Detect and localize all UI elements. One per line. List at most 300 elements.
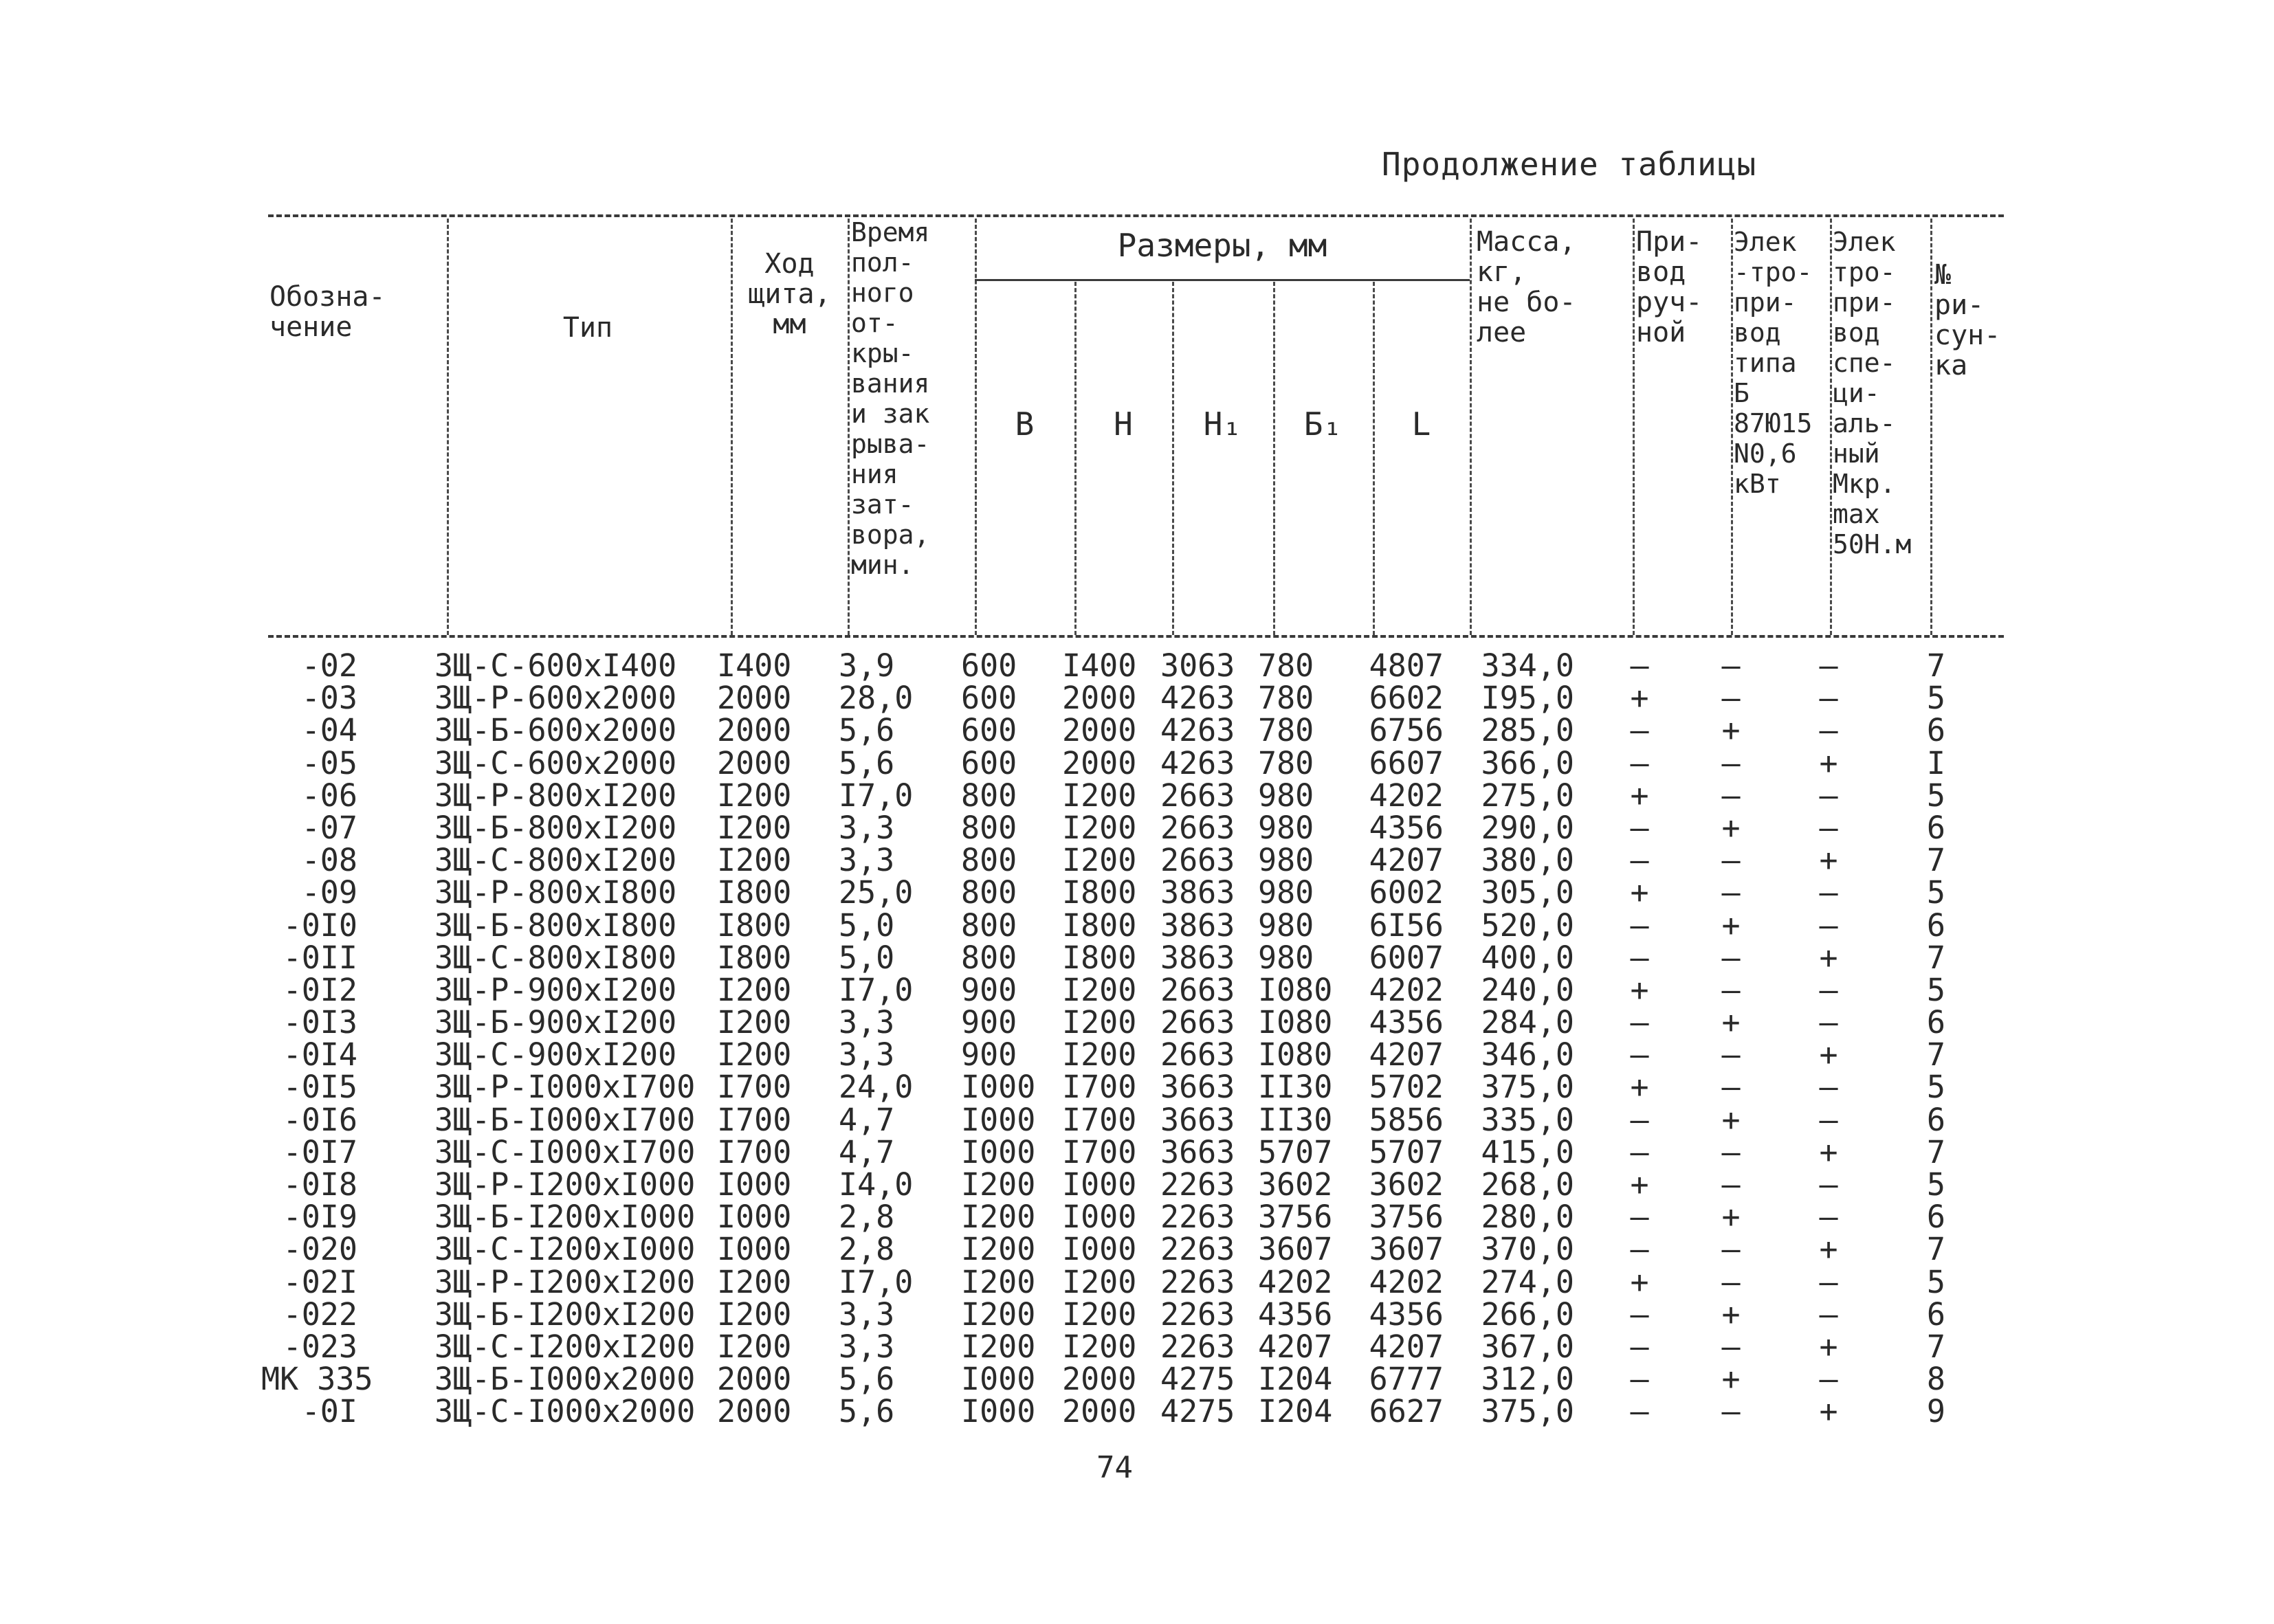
- cell-designation: -03: [301, 680, 357, 717]
- cell-dim-h: 2000: [1062, 744, 1137, 781]
- table-row: [0, 939, 2274, 976]
- cell-time: 5,6: [839, 712, 895, 749]
- cell-time: 2,8: [839, 1199, 895, 1236]
- cell-mass: 335,0: [1481, 1101, 1574, 1138]
- table-row: [0, 1168, 2274, 1201]
- cell-stroke: I200: [717, 1295, 792, 1333]
- cell-electric-drive-b: –: [1721, 1036, 1741, 1074]
- cell-dim-b: 800: [961, 874, 1017, 911]
- cell-dim-l: 4356: [1369, 1295, 1444, 1333]
- cell-dim-b1: I204: [1258, 1361, 1333, 1398]
- cell-electric-drive-special: –: [1819, 1101, 1838, 1138]
- cell-type: ЗЩ-Р-I200хI000: [434, 1166, 696, 1203]
- cell-dim-h1: 2263: [1160, 1231, 1235, 1268]
- cell-type: ЗЩ-С-600хI400: [434, 647, 677, 684]
- cell-stroke: I200: [717, 1263, 792, 1300]
- cell-manual-drive: –: [1630, 1328, 1649, 1365]
- cell-manual-drive: –: [1630, 1036, 1649, 1074]
- cell-dim-l: 6756: [1369, 712, 1444, 749]
- cell-dim-b: I000: [961, 1393, 1036, 1430]
- column-separator: [1930, 219, 1932, 635]
- cell-dim-l: 4202: [1369, 1263, 1444, 1300]
- cell-type: ЗЩ-Б-I000хI700: [434, 1101, 696, 1138]
- cell-dim-b1: I080: [1258, 1004, 1333, 1041]
- table-row: [0, 842, 2274, 879]
- cell-figure-number: 7: [1926, 647, 1945, 684]
- cell-electric-drive-b: –: [1721, 939, 1741, 976]
- cell-dim-l: 4207: [1369, 842, 1444, 879]
- cell-electric-drive-special: –: [1819, 1166, 1838, 1203]
- cell-manual-drive: +: [1630, 874, 1649, 911]
- cell-dim-b1: I080: [1258, 971, 1333, 1008]
- cell-designation: -07: [301, 809, 357, 846]
- cell-dim-b: 600: [961, 680, 1017, 717]
- cell-dim-h: 2000: [1062, 712, 1137, 749]
- cell-dim-b1: I080: [1258, 1036, 1333, 1074]
- cell-stroke: 2000: [717, 712, 792, 749]
- cell-dim-l: 4356: [1369, 809, 1444, 846]
- cell-figure-number: 5: [1926, 971, 1945, 1008]
- cell-dim-b1: 4202: [1258, 1263, 1333, 1300]
- cell-electric-drive-b: –: [1721, 744, 1741, 781]
- cell-dim-b: 800: [961, 906, 1017, 944]
- cell-stroke: I000: [717, 1231, 792, 1268]
- cell-mass: 520,0: [1481, 906, 1574, 944]
- dimension-column-separator: [1373, 282, 1375, 635]
- cell-stroke: I200: [717, 809, 792, 846]
- cell-electric-drive-special: +: [1819, 1231, 1838, 1268]
- cell-dim-h: I700: [1062, 1069, 1137, 1106]
- cell-dim-b1: 3602: [1258, 1166, 1333, 1203]
- cell-type: ЗЩ-Р-800хI200: [434, 777, 677, 814]
- cell-manual-drive: –: [1630, 1199, 1649, 1236]
- cell-dim-b1: I204: [1258, 1393, 1333, 1430]
- cell-mass: 375,0: [1481, 1069, 1574, 1106]
- header-time: Время пол- ного от- кры- вания и зак рыва- ния зат- вора, мин.: [851, 217, 930, 580]
- cell-electric-drive-special: –: [1819, 647, 1838, 684]
- header-dim-h: Н: [1114, 405, 1133, 443]
- cell-dim-h1: 2263: [1160, 1263, 1235, 1300]
- cell-dim-h: I800: [1062, 906, 1137, 944]
- cell-mass: 312,0: [1481, 1361, 1574, 1398]
- cell-manual-drive: –: [1630, 712, 1649, 749]
- cell-manual-drive: –: [1630, 1393, 1649, 1430]
- cell-time: I7,0: [839, 777, 914, 814]
- cell-electric-drive-b: –: [1721, 1393, 1741, 1430]
- cell-stroke: I800: [717, 939, 792, 976]
- cell-dim-h1: 4263: [1160, 712, 1235, 749]
- cell-time: 24,0: [839, 1069, 914, 1106]
- header-dim-b: В: [1015, 405, 1035, 443]
- cell-dim-l: 6627: [1369, 1393, 1444, 1430]
- cell-stroke: I200: [717, 842, 792, 879]
- cell-dim-l: 6777: [1369, 1361, 1444, 1398]
- cell-time: 5,0: [839, 906, 895, 944]
- cell-dim-l: 6I56: [1369, 906, 1444, 944]
- cell-dim-h1: 4275: [1160, 1393, 1235, 1430]
- cell-dim-h: I700: [1062, 1101, 1137, 1138]
- cell-mass: 274,0: [1481, 1263, 1574, 1300]
- cell-designation: -0I: [301, 1393, 357, 1430]
- cell-dim-b1: 980: [1258, 809, 1314, 846]
- cell-manual-drive: –: [1630, 1231, 1649, 1268]
- cell-dim-b1: 980: [1258, 874, 1314, 911]
- cell-figure-number: 5: [1926, 1263, 1945, 1300]
- cell-time: 3,3: [839, 1295, 895, 1333]
- cell-dim-h: I200: [1062, 809, 1137, 846]
- table-row: [0, 906, 2274, 944]
- cell-electric-drive-special: –: [1819, 1004, 1838, 1041]
- cell-dim-b1: 780: [1258, 744, 1314, 781]
- cell-manual-drive: +: [1630, 1263, 1649, 1300]
- cell-designation: -020: [283, 1231, 357, 1268]
- cell-manual-drive: +: [1630, 680, 1649, 717]
- cell-dim-b1: 780: [1258, 647, 1314, 684]
- cell-mass: I95,0: [1481, 680, 1574, 717]
- cell-time: 28,0: [839, 680, 914, 717]
- cell-type: ЗЩ-Р-600х2000: [434, 680, 677, 717]
- table-row: [0, 1361, 2274, 1398]
- cell-electric-drive-b: –: [1721, 777, 1741, 814]
- cell-mass: 240,0: [1481, 971, 1574, 1008]
- cell-dim-b1: 3607: [1258, 1231, 1333, 1268]
- cell-type: ЗЩ-Р-I000хI700: [434, 1069, 696, 1106]
- cell-dim-l: 6602: [1369, 680, 1444, 717]
- cell-mass: 305,0: [1481, 874, 1574, 911]
- cell-stroke: 2000: [717, 744, 792, 781]
- cell-manual-drive: +: [1630, 971, 1649, 1008]
- cell-time: 5,6: [839, 1393, 895, 1430]
- cell-figure-number: 7: [1926, 939, 1945, 976]
- table-top-rule: [268, 214, 2004, 217]
- cell-designation: -06: [301, 777, 357, 814]
- cell-manual-drive: –: [1630, 906, 1649, 944]
- cell-mass: 400,0: [1481, 939, 1574, 976]
- cell-dim-l: 4202: [1369, 971, 1444, 1008]
- cell-type: ЗЩ-С-800хI200: [434, 842, 677, 879]
- cell-figure-number: 5: [1926, 680, 1945, 717]
- cell-dim-h1: 2663: [1160, 1004, 1235, 1041]
- cell-time: 2,8: [839, 1231, 895, 1268]
- cell-type: ЗЩ-Р-I200хI200: [434, 1263, 696, 1300]
- table-header-rule: [268, 635, 2004, 638]
- header-figure-number: № ри- сун- ка: [1934, 259, 2001, 381]
- cell-dim-h: I200: [1062, 1295, 1137, 1333]
- cell-mass: 334,0: [1481, 647, 1574, 684]
- cell-electric-drive-special: –: [1819, 971, 1838, 1008]
- cell-dim-h1: 2263: [1160, 1295, 1235, 1333]
- cell-electric-drive-b: –: [1721, 842, 1741, 879]
- cell-dim-b: I000: [961, 1101, 1036, 1138]
- cell-figure-number: 5: [1926, 874, 1945, 911]
- cell-designation: -023: [283, 1328, 357, 1365]
- cell-dim-h: I800: [1062, 874, 1137, 911]
- cell-dim-h1: 2263: [1160, 1199, 1235, 1236]
- cell-dim-b1: 980: [1258, 842, 1314, 879]
- table-row: [0, 1295, 2274, 1333]
- cell-electric-drive-special: –: [1819, 809, 1838, 846]
- cell-stroke: I200: [717, 777, 792, 814]
- table-row: [0, 876, 2274, 909]
- cell-dim-h: 2000: [1062, 1361, 1137, 1398]
- cell-type: ЗЩ-С-600х2000: [434, 744, 677, 781]
- cell-designation: -0I9: [283, 1199, 357, 1236]
- cell-electric-drive-special: +: [1819, 939, 1838, 976]
- cell-electric-drive-b: –: [1721, 647, 1741, 684]
- cell-dim-b: I000: [961, 1133, 1036, 1170]
- cell-stroke: I700: [717, 1133, 792, 1170]
- cell-dim-l: 5856: [1369, 1101, 1444, 1138]
- cell-time: 3,3: [839, 842, 895, 879]
- cell-mass: 268,0: [1481, 1166, 1574, 1203]
- header-mass: Масса, кг, не бо- лее: [1477, 226, 1576, 348]
- column-separator: [1830, 219, 1832, 635]
- cell-dim-l: 6007: [1369, 939, 1444, 976]
- cell-type: ЗЩ-Р-900хI200: [434, 971, 677, 1008]
- cell-electric-drive-b: +: [1721, 1295, 1741, 1333]
- table-row: [0, 1328, 2274, 1365]
- cell-mass: 415,0: [1481, 1133, 1574, 1170]
- cell-electric-drive-special: +: [1819, 842, 1838, 879]
- cell-dim-l: 3756: [1369, 1199, 1444, 1236]
- cell-type: ЗЩ-Б-I200хI200: [434, 1295, 696, 1333]
- cell-dim-b: 800: [961, 842, 1017, 879]
- cell-electric-drive-special: –: [1819, 1361, 1838, 1398]
- cell-electric-drive-b: +: [1721, 1004, 1741, 1041]
- header-dim-l: L: [1411, 405, 1431, 443]
- cell-electric-drive-b: –: [1721, 1069, 1741, 1106]
- cell-mass: 366,0: [1481, 744, 1574, 781]
- table-continuation-caption: Продолжение таблицы: [1382, 146, 1757, 183]
- cell-figure-number: 6: [1926, 1101, 1945, 1138]
- table-row: [0, 1101, 2274, 1138]
- table-body: [0, 649, 2274, 1428]
- cell-dim-h: I200: [1062, 842, 1137, 879]
- cell-designation: -0I5: [283, 1069, 357, 1106]
- cell-manual-drive: –: [1630, 939, 1649, 976]
- cell-figure-number: 7: [1926, 1036, 1945, 1074]
- cell-dim-h: I200: [1062, 1263, 1137, 1300]
- cell-stroke: I400: [717, 647, 792, 684]
- header-manual-drive: При- вод руч- ной: [1636, 226, 1703, 348]
- cell-dim-h1: 4263: [1160, 744, 1235, 781]
- cell-electric-drive-special: –: [1819, 874, 1838, 911]
- cell-dim-h: I700: [1062, 1133, 1137, 1170]
- cell-mass: 266,0: [1481, 1295, 1574, 1333]
- cell-dim-l: 4207: [1369, 1036, 1444, 1074]
- cell-type: ЗЩ-С-I000хI700: [434, 1133, 696, 1170]
- cell-dim-h: I200: [1062, 971, 1137, 1008]
- cell-dim-h: I000: [1062, 1231, 1137, 1268]
- cell-type: ЗЩ-С-900хI200: [434, 1036, 677, 1074]
- cell-type: ЗЩ-Р-800хI800: [434, 874, 677, 911]
- cell-figure-number: I: [1926, 744, 1945, 781]
- cell-dim-b1: II30: [1258, 1069, 1333, 1106]
- cell-dim-b1: 4356: [1258, 1295, 1333, 1333]
- cell-dim-h1: 2663: [1160, 842, 1235, 879]
- cell-dim-h1: 3863: [1160, 874, 1235, 911]
- cell-type: ЗЩ-Б-900хI200: [434, 1004, 677, 1041]
- cell-electric-drive-special: –: [1819, 1069, 1838, 1106]
- table-row: [0, 649, 2274, 682]
- cell-dim-h: I200: [1062, 777, 1137, 814]
- cell-electric-drive-b: –: [1721, 680, 1741, 717]
- cell-figure-number: 6: [1926, 1004, 1945, 1041]
- cell-designation: МК 335: [261, 1361, 373, 1398]
- cell-dim-h1: 4263: [1160, 680, 1235, 717]
- cell-dim-l: 4207: [1369, 1328, 1444, 1365]
- table-row: [0, 1004, 2274, 1041]
- cell-designation: -0II: [283, 939, 357, 976]
- cell-mass: 346,0: [1481, 1036, 1574, 1074]
- cell-type: ЗЩ-Б-600х2000: [434, 712, 677, 749]
- cell-manual-drive: –: [1630, 647, 1649, 684]
- cell-designation: -0I4: [283, 1036, 357, 1074]
- cell-mass: 367,0: [1481, 1328, 1574, 1365]
- cell-dim-b: 800: [961, 809, 1017, 846]
- cell-figure-number: 7: [1926, 1133, 1945, 1170]
- cell-time: 3,3: [839, 1328, 895, 1365]
- column-separator: [1731, 219, 1733, 635]
- cell-manual-drive: –: [1630, 1295, 1649, 1333]
- cell-dim-h: 2000: [1062, 680, 1137, 717]
- cell-type: ЗЩ-Б-I200хI000: [434, 1199, 696, 1236]
- cell-designation: -0I2: [283, 971, 357, 1008]
- cell-figure-number: 6: [1926, 906, 1945, 944]
- cell-dim-b1: 980: [1258, 906, 1314, 944]
- column-separator: [1470, 219, 1472, 635]
- dimension-column-separator: [1172, 282, 1174, 635]
- table-row: [0, 1393, 2274, 1430]
- cell-figure-number: 7: [1926, 1231, 1945, 1268]
- cell-type: ЗЩ-Б-800хI800: [434, 906, 677, 944]
- cell-stroke: I200: [717, 1036, 792, 1074]
- cell-type: ЗЩ-С-I000х2000: [434, 1393, 696, 1430]
- table-row: [0, 712, 2274, 749]
- cell-electric-drive-b: +: [1721, 906, 1741, 944]
- cell-dim-l: 4356: [1369, 1004, 1444, 1041]
- table-row: [0, 809, 2274, 846]
- cell-designation: -08: [301, 842, 357, 879]
- cell-time: 3,3: [839, 1036, 895, 1074]
- cell-figure-number: 6: [1926, 1295, 1945, 1333]
- cell-dim-b: 600: [961, 712, 1017, 749]
- cell-manual-drive: +: [1630, 777, 1649, 814]
- cell-mass: 290,0: [1481, 809, 1574, 846]
- page-number: 74: [1096, 1450, 1133, 1485]
- cell-electric-drive-b: +: [1721, 712, 1741, 749]
- cell-dim-l: 3607: [1369, 1231, 1444, 1268]
- cell-dim-h1: 2263: [1160, 1328, 1235, 1365]
- cell-electric-drive-special: +: [1819, 744, 1838, 781]
- cell-dim-b: 800: [961, 777, 1017, 814]
- header-dim-h1: Н₁: [1203, 405, 1242, 443]
- cell-manual-drive: +: [1630, 1069, 1649, 1106]
- cell-type: ЗЩ-С-800хI800: [434, 939, 677, 976]
- cell-dim-l: 4202: [1369, 777, 1444, 814]
- cell-time: 4,7: [839, 1133, 895, 1170]
- cell-stroke: 2000: [717, 1361, 792, 1398]
- table-row: [0, 744, 2274, 781]
- cell-dim-b: I000: [961, 1361, 1036, 1398]
- cell-dim-l: 6002: [1369, 874, 1444, 911]
- cell-designation: -09: [301, 874, 357, 911]
- cell-electric-drive-b: +: [1721, 1199, 1741, 1236]
- cell-time: 3,9: [839, 647, 895, 684]
- cell-dim-h1: 3663: [1160, 1133, 1235, 1170]
- cell-dim-h1: 2663: [1160, 809, 1235, 846]
- cell-electric-drive-special: –: [1819, 1263, 1838, 1300]
- cell-stroke: I200: [717, 1328, 792, 1365]
- table-row: [0, 1069, 2274, 1106]
- cell-dim-b: 600: [961, 647, 1017, 684]
- table-row: [0, 1231, 2274, 1268]
- cell-time: 5,0: [839, 939, 895, 976]
- cell-figure-number: 7: [1926, 1328, 1945, 1365]
- cell-mass: 275,0: [1481, 777, 1574, 814]
- dimension-column-separator: [1273, 282, 1275, 635]
- cell-manual-drive: –: [1630, 1133, 1649, 1170]
- cell-dim-l: 4807: [1369, 647, 1444, 684]
- cell-dim-b1: 980: [1258, 777, 1314, 814]
- table-row: [0, 680, 2274, 717]
- cell-type: ЗЩ-Б-800хI200: [434, 809, 677, 846]
- cell-manual-drive: –: [1630, 1004, 1649, 1041]
- cell-stroke: 2000: [717, 680, 792, 717]
- cell-dim-b1: 4207: [1258, 1328, 1333, 1365]
- cell-dim-h1: 2263: [1160, 1166, 1235, 1203]
- cell-mass: 370,0: [1481, 1231, 1574, 1268]
- cell-electric-drive-special: –: [1819, 712, 1838, 749]
- cell-dim-h1: 3863: [1160, 906, 1235, 944]
- cell-designation: -022: [283, 1295, 357, 1333]
- cell-stroke: I800: [717, 906, 792, 944]
- cell-electric-drive-special: –: [1819, 777, 1838, 814]
- cell-time: I4,0: [839, 1166, 914, 1203]
- cell-time: I7,0: [839, 971, 914, 1008]
- cell-stroke: I700: [717, 1069, 792, 1106]
- cell-dim-h1: 3063: [1160, 647, 1235, 684]
- cell-figure-number: 5: [1926, 1069, 1945, 1106]
- cell-type: ЗЩ-Б-I000х2000: [434, 1361, 696, 1398]
- cell-mass: 280,0: [1481, 1199, 1574, 1236]
- cell-electric-drive-b: –: [1721, 1263, 1741, 1300]
- cell-electric-drive-special: +: [1819, 1393, 1838, 1430]
- column-separator: [1633, 219, 1635, 635]
- cell-manual-drive: –: [1630, 842, 1649, 879]
- cell-dim-b1: 3756: [1258, 1199, 1333, 1236]
- cell-time: 3,3: [839, 809, 895, 846]
- cell-time: 3,3: [839, 1004, 895, 1041]
- cell-mass: 380,0: [1481, 842, 1574, 879]
- cell-designation: -05: [301, 744, 357, 781]
- cell-type: ЗЩ-С-I200хI000: [434, 1231, 696, 1268]
- column-separator: [848, 219, 850, 635]
- cell-time: 5,6: [839, 1361, 895, 1398]
- cell-designation: -02: [301, 647, 357, 684]
- cell-designation: -0I8: [283, 1166, 357, 1203]
- cell-stroke: I200: [717, 1004, 792, 1041]
- cell-dim-b: 900: [961, 1004, 1017, 1041]
- cell-type: ЗЩ-С-I200хI200: [434, 1328, 696, 1365]
- cell-dim-b: 900: [961, 971, 1017, 1008]
- cell-dim-h: I000: [1062, 1199, 1137, 1236]
- cell-dim-h1: 2663: [1160, 971, 1235, 1008]
- cell-figure-number: 6: [1926, 712, 1945, 749]
- cell-electric-drive-special: –: [1819, 680, 1838, 717]
- cell-dim-b1: 980: [1258, 939, 1314, 976]
- column-separator: [447, 219, 449, 635]
